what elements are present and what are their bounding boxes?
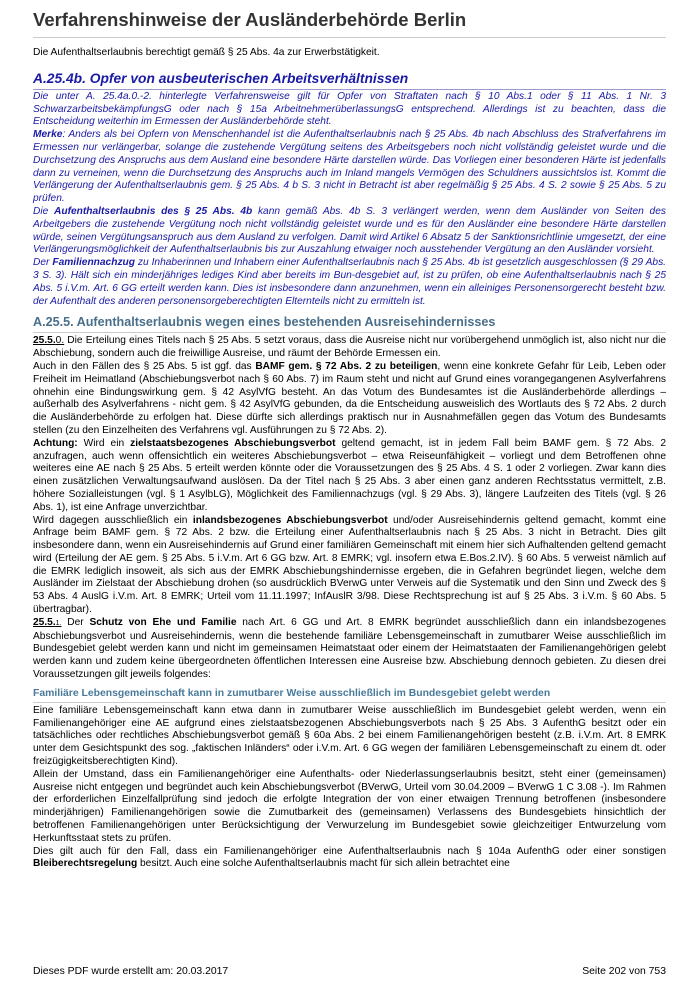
a255-paragraph-4 bbox=[33, 515, 666, 617]
a255-p5-c: nach Art. 6 GG und Art. 8 EMRK begründet ausschließlich dann ein inlandsbezogenes Abschiebungsverbot und Ausreisehindernis, wenn die bestehende familiäre Lebensgemeinschaft in zumutbarer Weise ausschließlich im Bundesgebiet gelebt werden kann und nicht im gemeinsamen Heimatstaat oder einem der Heimatstaaten der Familienangehörigen gelebt werden kann und zudem keine übergeordneten öffentlichen Interessen eine Ausreise bzw. Abschiebung dennoch gebieten. Zu diesen drei Voraussetzungen gilt jeweils folgendes: bbox=[33, 616, 666, 681]
a254b-paragraph-2 bbox=[33, 129, 666, 206]
merke-label: Merke bbox=[33, 129, 63, 141]
a255-p5-bold: Schutz von Ehe und Familie bbox=[89, 616, 237, 628]
a254b-p3-bold: Aufenthaltserlaubnis des § 25 Abs. 4b bbox=[54, 205, 253, 217]
margin-number-0: 0. bbox=[55, 335, 65, 347]
subsection-divider bbox=[33, 702, 666, 703]
a255-p3-bold: zielstaatsbezogenes Abschiebungsverbot bbox=[130, 437, 336, 449]
a255-p2-bold: BAMF gem. § 72 Abs. 2 zu beteiligen bbox=[255, 360, 438, 372]
a255-paragraph-5 bbox=[33, 617, 666, 682]
a255-paragraph-8 bbox=[33, 846, 666, 872]
a255-p8-c: besitzt. Auch eine solche Aufenthaltserlaubnis macht für sich allein betrachtet eine bbox=[137, 858, 510, 870]
a254b-paragraph-1: Die unter A. 25.4a.0.-2. hinterlegte Verfahrensweise gilt für Opfer von Straftaten nach § 10 Abs.1 oder § 11 Abs. 1 Nr. 3 SchwarzarbeitsbekämpfungsG oder nach § 15a ArbeitnehmerüberlassungsG entsprechend. Allerdings ist zu beachten, dass die Entscheidung weiterhin im Ermessen der Ausländerbehörde steht. bbox=[33, 90, 666, 128]
a255-p4-a: Wird dagegen ausschließlich ein bbox=[33, 514, 193, 526]
a255-p3-b: Wird ein bbox=[77, 437, 131, 449]
a255-p1-text: Die Erteilung eines Titels nach § 25 Abs. 5 setzt voraus, dass die Ausreise nicht nur vorübergehend unmöglich ist, also nicht nur die Abschiebung, sondern auch die freiwillige Ausreise, und räumt der Behörde Ermessen ein. bbox=[33, 335, 666, 360]
section-divider-a254b bbox=[33, 89, 666, 90]
subsection-title: Familiäre Lebensgemeinschaft kann in zumutbarer Weise ausschließlich im Bundesgebiet gelebt werden bbox=[33, 687, 551, 699]
a254b-paragraph-2-text: : Anders als bei Opfern von Menschenhandel ist die Aufenthaltserlaubnis nach § 25 Abs. 4b nach Abschluss des Strafverfahrens im Ermessen nur verlängerbar, solange die zustehende Vergütung seitens des Arbeitsgebers noch nicht vollständig geleistet wurde und die Durchsetzung des Anspruchs aus dem Ausland eine besondere Härte darstellen würde. Das Vorliegen einer besonderen Härte ist jedenfalls dann zu verneinen, wenn die Durchsetzung des Anspruchs auch im Inland mangels Vermögen des Schuldners aussichtslos ist. Kommt die Verlängerung der Aufenthaltserlaubnis gem. § 25 Abs. 4 b S. 3 nicht in Betracht ist aber regelmäßig § 25 Abs. 4 S. 2 sowie § 25 Abs. 5 zu prüfen. bbox=[33, 129, 666, 205]
a255-p4-c: und/oder Ausreisehindernis geltend gemacht, kommt eine Anfrage beim BAMF gem. § 72 Abs. 2 bzw. die Erteilung einer Aufenthaltserlaubnis nach § 25 Abs. 3 nicht in Betracht. Dies gilt insbesondere dann, wenn ein Ausreisehindernis auf Grund einer familiären Gemeinschaft mit einem hier sich Aufhaltenden geltend gemacht wird (Erteilung der AE gem. § 25 Abs. 5 i.V.m. Art 6 GG bzw. Art. 8 EMRK; vgl. insofern etwa E.Bos.2.IV). § 60 Abs. 5 verweist nämlich auf die EMRK lediglich insoweit, als sich aus der EMRK Abschiebungshindernisse ergeben, die in Gefahren begründet liegen, welche dem Ausländer im Zielstaat der Abschiebung drohen (so ausdrücklich BVerwG unter Verweis auf die Systematik und den Sinn und Zweck des § 53 Abs. 4 AuslG i.V.m. Art. 8 EMRK; Urteil vom 11.11.1997; InfAuslR 3/98. Diese Rechtsprechung ist auf § 25 Abs. 3 i.V.m. § 60 Abs. 5 übertragbar). bbox=[33, 514, 667, 616]
a254b-paragraph-3 bbox=[33, 206, 666, 257]
a255-p2-c: , wenn eine konkrete Gefahr für Leib, Leben oder Freiheit im Heimatland (Abschiebungsverbot nach § 60 Abs. 7) im Raum steht und nicht auf Grund eines vorangegangenen Asylverfahrens ohnehin eine Bindungswirkung gem. § 42 AsylVfG besteht. An das Votum des Bundesamtes ist die Ausländerbehörde allerdings – außerhalb des Asylverfahrens - nicht gem. § 42 AsylVfG gebunden, da die Entscheidung ausweislich des Wortlauts des § 72 Abs. 2 durch die Ausländerbehörde zu erfolgen hat. Diese dürfte sich allerdings praktisch nur in Ausnahmefällen gegen das Votum des Bundesamts stellen (zu den Einzelheiten des Verfahrens vgl. Ausführungen zu § 72 Abs. 2). bbox=[33, 360, 666, 436]
a254b-paragraph-4 bbox=[33, 257, 666, 308]
a254b-p4-bold: Familiennachzug bbox=[52, 257, 135, 269]
a254b-p3-c: kann gemäß Abs. 4b S. 3 verlängert werden, wenn dem Ausländer von Seiten des Arbeitgebers die zustehende Vergütung noch nicht vollständig geleistet wurde und es für den Ausländer eine besondere Härte darstellen würde, seinen Vergütungsanspruch aus dem Ausland zu verfolgen. Damit wird Artikel 6 Absatz 5 der Sanktionsrichtlinie umgesetzt, der eine Verlängerungsmöglichkeit der Aufenthaltserlaubnis bis zur Auszahlung etwaiger noch ausstehender Vergütung an den Ausländer vorsieht. bbox=[33, 205, 666, 256]
document-page bbox=[33, 8, 666, 871]
margin-number-25-5-1: 25.5. bbox=[33, 616, 56, 628]
a255-paragraph-1 bbox=[33, 335, 666, 361]
a255-p5-a: Der bbox=[61, 616, 90, 628]
footer-page-number: Seite 202 von 753 bbox=[582, 966, 666, 977]
a255-p4-bold: inlandsbezogenes Abschiebungsverbot bbox=[192, 514, 388, 526]
margin-number-1: 1. bbox=[55, 619, 62, 627]
a254b-p3-a: Die bbox=[33, 205, 55, 217]
section-title-a254b: A.25.4b. Opfer von ausbeuterischen Arbeitsverhältnissen bbox=[33, 70, 409, 86]
a255-p2-a: Auch in den Fällen des § 25 Abs. 5 ist ggf. das bbox=[33, 360, 256, 372]
section-title-a255: A.25.5. Aufenthaltserlaubnis wegen eines bestehenden Ausreisehindernisses bbox=[33, 315, 496, 330]
a255-paragraph-3 bbox=[33, 438, 666, 515]
a255-paragraph-2 bbox=[33, 361, 666, 438]
margin-number-25-5: 25.5. bbox=[33, 335, 56, 347]
page-footer bbox=[33, 966, 666, 977]
footer-created-date: Dieses PDF wurde erstellt am: 20.03.2017 bbox=[33, 966, 229, 977]
a255-p8-bold: Bleiberechtsregelung bbox=[33, 858, 138, 870]
achtung-label: Achtung: bbox=[33, 437, 78, 449]
a254b-p4-c: zu Inhaberinnen und Inhabern einer Aufenthaltserlaubnis nach § 25 Abs. 4b ist gesetzlich ausgeschlossen (§ 29 Abs. 3 S. 3). Hält sich ein minderjähriges lediges Kind aber bereits im Bun-desgebiet auf, ist zu prüfen, ob eine Aufenthaltserlaubnis nach § 25 Abs. 5 i.V.m. Art. 6 GG erteilt werden kann. Dies ist insbesondere dann anzunehmen, wenn ein alleiniges Personensorgerecht besteht bzw. der Aufenthalt des anderen personensorgeberechtigten Elternteils nicht zu ermitteln ist. bbox=[33, 257, 667, 307]
intro-paragraph: Die Aufenthaltserlaubnis berechtigt gemäß § 25 Abs. 4a zur Erwerbstätigkeit. bbox=[33, 47, 380, 58]
a255-p3-d: geltend gemacht, ist in jedem Fall beim BAMF gem. § 72 Abs. 2 anzufragen, auch wenn offensichtlich ein weiteres Abschiebungsverbot – etwa Reiseunfähigkeit – vorliegt und dem Betroffenen ohne weiteres eine AE nach § 25 Abs. 5 erteilt werden könnte oder die Voraussetzungen des § 25 Abs. 4 S. 1 oder 2 vorliegen. Zwar kann dies einen zusätzlichen Verwaltungsaufwand auslösen. Da der Titel nach § 25 Abs. 3 aber einen ganz anderen Rechtsstatus vermittelt, z.B. höhere Sozialleistungen (vgl. § 1 AsylbLG), Möglichkeit des Familiennachzugs (vgl. § 29 Abs. 3), längere Laufzeiten des Titels (vgl. § 26 Abs. 1), ist eine Anfrage unverzichtbar. bbox=[33, 437, 666, 513]
a255-paragraph-6: Eine familiäre Lebensgemeinschaft kann etwa dann in zumutbarer Weise ausschließlich im Bundesgebiet gelebt werden, wenn ein Familienangehöriger eine AE aufgrund eines zielstaatsbezogenen Abschiebungsverbots nach § 25 Abs. 3 AufenthG besitzt oder ein tatsächliches oder rechtliches Abschiebungsverbot gemäß § 60a Abs. 2 bei einem Familienangehörigen besteht (z.B. i.V.m. Art. 8 EMRK unter dem Gesichtspunkt des sog. „faktischen Inländers“ oder i.V.m. Art. 6 GG wegen der familiären Lebensgemeinschaft zu einem dt. oder freizügigkeitsberechtigten Kind). bbox=[33, 704, 666, 768]
title-divider bbox=[33, 37, 666, 38]
a255-paragraph-7: Allein der Umstand, dass ein Familienangehöriger eine Aufenthalts- oder Niederlassungserlaubnis besitzt, steht einer (gemeinsamen) Ausreise nicht entgegen und begründet auch kein Abschiebungsverbot (BVerwG, Urteil vom 30.04.2009 – BVerwG 1 C 3.08 -). Im Rahmen der erforderlichen Einzelfallprüfung sind jedoch die erfolgte Integration der von einer etwaigen Trennung betroffenen (insbesondere minderjährigen) Familienangehörigen sowie die Zumutbarkeit des (gemeinsamen) Verlassens des Bundesgebiets hinsichtlich der betroffenen Familienangehörigen unter Berücksichtigung der Verwurzelung im Bundesgebiet sowie gleichzeitiger Entwurzelung vom Herkunftsstaat stets zu prüfen. bbox=[33, 768, 666, 844]
section-divider-a255 bbox=[33, 332, 666, 333]
a254b-p4-a: Der bbox=[33, 257, 53, 269]
a255-p8-a: Dies gilt auch für den Fall, dass ein Familienangehöriger eine Aufenthaltserlaubnis nach § 104a AufenthG oder einer sonstigen bbox=[33, 845, 666, 857]
page-title: Verfahrenshinweise der Ausländerbehörde Berlin bbox=[33, 9, 467, 30]
